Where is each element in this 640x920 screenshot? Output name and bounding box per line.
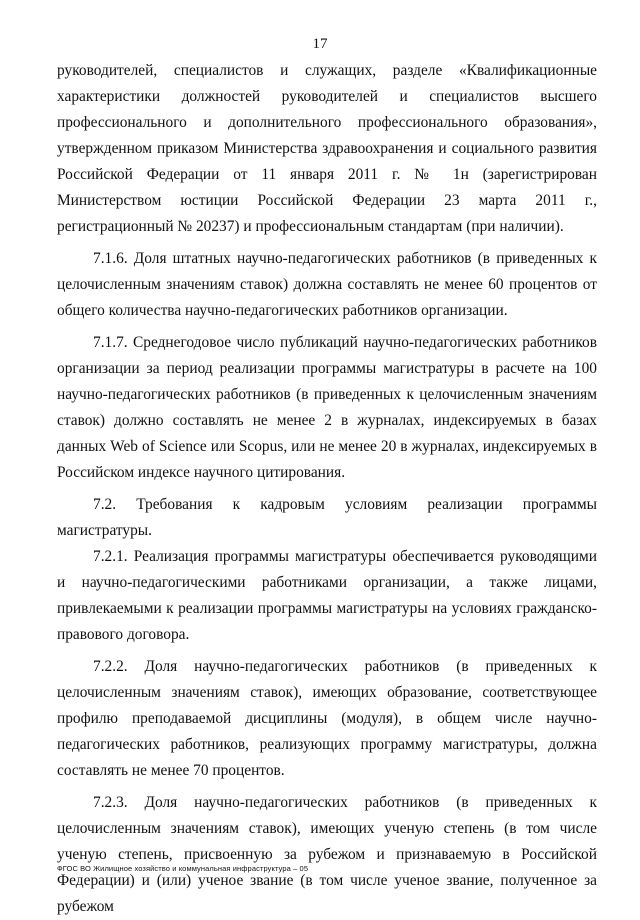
page-number: 17 — [312, 36, 328, 52]
paragraph-7-1-7: 7.1.7. Среднегодовое число публикаций научно-педагогических работников организации за период реализации программы магистратуры в расчете на 100 научно-педагогических работников (в приведенных к целочисленным значениям ставок) должно составлять не менее 2 в журналах, индексируемых в базах данных Web of Science или Scopus, или не менее 20 в журналах, индексируемых в Российском индексе научного цитирования. — [57, 334, 597, 481]
paragraph-continuation: руководителей, специалистов и служащих, разделе «Квалификационные характеристики должностей руководителей и специалистов высшего профессионального и дополнительного профессионального образования», утвержденном приказом Министерства здравоохранения и социального развития Российской Федерации от 11 января 2011 г. № 1н (зарегистрирован Министерством юстиции Российской Федерации 23 марта 2011 г., регистрационный № 20237) и профессиональным стандартам (при наличии). — [57, 62, 597, 235]
paragraph-7-2-3: 7.2.3. Доля научно-педагогических работников (в приведенных к целочисленным значениям ставок), имеющих ученую степень (в том числе ученую степень, присвоенную за рубежом и признаваемую в Российской Федерации) и (или) ученое звание (в том числе ученое звание, полученное за рубежом — [57, 794, 597, 915]
document-footer: ФГОС ВО Жилищное хозяйство и коммунальная инфраструктура – 05 — [57, 864, 309, 873]
paragraph-7-2-2: 7.2.2. Доля научно-педагогических работников (в приведенных к целочисленным значениям ставок), имеющих образование, соответствующее профилю преподаваемой дисциплины (модуля), в общем числе научно-педагогических работников, реализующих программу магистратуры, должна составлять не менее 70 процентов. — [57, 658, 597, 779]
document-body — [57, 58, 597, 920]
paragraph-7-2: 7.2. Требования к кадровым условиям реализации программы магистратуры. — [57, 496, 597, 539]
paragraph-7-2-1: 7.2.1. Реализация программы магистратуры обеспечивается руководящими и научно-педагогическими работниками организации, а также лицами, привлекаемыми к реализации программы магистратуры на условиях гражданско-правового договора. — [57, 548, 597, 643]
paragraph-7-1-6: 7.1.6. Доля штатных научно-педагогических работников (в приведенных к целочисленным значениям ставок) должна составлять не менее 60 процентов от общего количества научно-педагогических работников организации. — [57, 250, 597, 319]
